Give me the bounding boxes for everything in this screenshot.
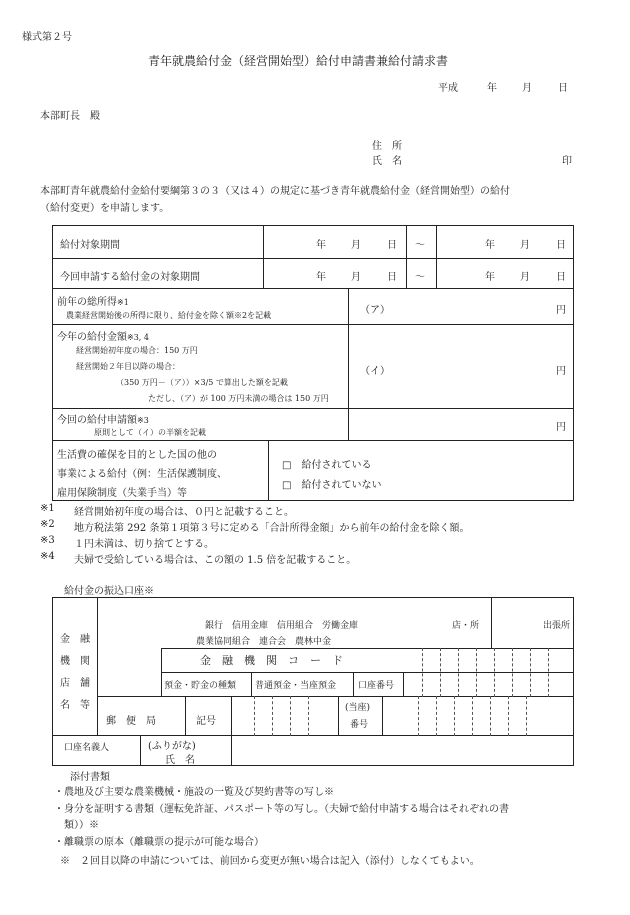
deposit-type-label: 預金・貯金の種類 (164, 681, 237, 691)
date-era: 平成 (438, 83, 458, 94)
date-month: 月 (522, 83, 532, 94)
attachment-item: ・農地及び主要な農業機械・施設の一覧及び契約書等の写し※ (54, 787, 334, 798)
note-text: 経営開始初年度の場合は、０円と記載すること。 (74, 507, 294, 518)
amount-line4: ただし、（ア）が 100 万円未満の場合は 150 万円 (148, 394, 329, 403)
note-mark: ※2 (40, 519, 55, 530)
note-mark: ※3 (40, 535, 55, 546)
amount-yen: 円 (556, 366, 566, 377)
attachment-item: 類））※ (54, 820, 99, 831)
intro-text-line2: （給付変更）を申請します。 (40, 203, 170, 214)
amount-code: （イ） (360, 366, 390, 377)
date-day: 日 (558, 83, 568, 94)
request-yen: 円 (556, 422, 566, 433)
welfare-line1: 生活費の確保を目的とした国の他の (57, 450, 217, 461)
current-start-month: 月 (351, 272, 361, 283)
side-label-2: 機 関 (60, 656, 90, 667)
deposit-type-value: 普通預金・当座預金 (255, 681, 337, 691)
period-end-month: 月 (520, 240, 530, 251)
side-label-4: 名 等 (60, 700, 90, 711)
page-title: 青年就農給付金（経営開始型）給付申請書兼給付請求書 (148, 54, 449, 68)
current-end-month: 月 (520, 272, 530, 283)
current-end-day: 日 (556, 272, 566, 283)
amount-label: 今年の給付金額※3, 4 (57, 332, 149, 343)
bank-types-line1: 銀行 信用金庫 信用組合 労働金庫 (205, 621, 359, 631)
note-mark: ※4 (40, 551, 55, 562)
request-label: 今回の給付申請額※3 (57, 415, 149, 426)
checkbox-not-provided[interactable]: □ 給付されていない (282, 480, 382, 491)
period-end-day: 日 (556, 240, 566, 251)
current-tilde: ～ (415, 272, 425, 283)
date-year: 年 (487, 83, 497, 94)
branch-office: 出張所 (543, 621, 571, 631)
attachment-item: ・身分を証明する書類（運転免許証、パスポート等の写し。（夫婦で給付申請する場合はそれぞれの書 (54, 804, 509, 815)
note-mark: ※1 (40, 503, 55, 514)
account-number-label: 口座番号 (358, 681, 395, 691)
attachments-footnote: ※ ２回目以降の申請については、前回から変更が無い場合は記入（添付）しなくてもよい。 (60, 856, 480, 867)
amount-line2: 経営開始２年目以降の場合： (76, 362, 180, 371)
bank-section-title: 給付金の振込口座※ (64, 586, 154, 597)
period-end-year: 年 (485, 240, 495, 251)
seal-mark: 印 (562, 156, 572, 167)
current-start-day: 日 (387, 272, 397, 283)
income-note: 農業経営開始後の所得に限り、給付金を除く額※2を記載 (66, 311, 272, 320)
number-label: 番号 (350, 720, 369, 730)
amount-line3: （350 万円－（ア））×3/5 で算出した額を記載 (116, 378, 288, 387)
attachment-item: ・離職票の原本（離職票の提示が可能な場合） (54, 837, 264, 848)
symbol-label: 記号 (196, 716, 216, 727)
name-label: 氏 名 (372, 156, 402, 167)
note-text: 夫婦で受給している場合は、この額の 1.5 倍を記載すること。 (74, 555, 357, 566)
request-note: 原則として（イ）の半額を記載 (94, 428, 206, 437)
income-yen: 円 (556, 305, 566, 316)
period-start-year: 年 (316, 240, 326, 251)
note-text: 地方税法第 292 条第１項第３号に定める「合計所得金額」から前年の給付金を除く額。 (74, 523, 470, 534)
period-label: 給付対象期間 (60, 240, 120, 251)
income-label: 前年の総所得※1 (57, 297, 129, 308)
holder-label: 口座名義人 (64, 743, 110, 753)
form-number: 様式第２号 (22, 32, 72, 43)
checkbox-provided[interactable]: □ 給付されている (282, 460, 372, 471)
postal-label: 郵 便 局 (106, 716, 156, 727)
current-start-year: 年 (316, 272, 326, 283)
current-period-label: 今回申請する給付金の対象期間 (60, 272, 200, 283)
amount-line1: 経営開始初年度の場合：150 万円 (76, 346, 198, 355)
bank-code-label: 金 融 機 関 コ ー ド (200, 654, 343, 667)
intro-text-line1: 本部町青年就農給付金給付要綱第３の３（又は４）の規定に基づき青年就農給付金（経営開始型）の給付 (40, 186, 510, 197)
side-label-1: 金 融 (60, 634, 90, 645)
welfare-line2: 事業による給付（例：生活保護制度、 (57, 469, 227, 480)
checking-label: (当座) (345, 703, 371, 713)
side-label-3: 店 舗 (60, 678, 90, 689)
period-start-month: 月 (351, 240, 361, 251)
branch-types: 店・所 (452, 621, 480, 631)
welfare-line3: 雇用保険制度（失業手当）等 (57, 488, 187, 499)
addressee: 本部町長 殿 (40, 111, 100, 122)
attachments-title: 添付書類 (70, 772, 110, 783)
period-start-day: 日 (387, 240, 397, 251)
period-tilde: ～ (415, 240, 425, 251)
address-label: 住 所 (372, 141, 402, 152)
furigana-label: (ふりがな) (148, 741, 196, 752)
bank-types-line2: 農業協同組合 連合会 農林中金 (196, 637, 332, 647)
income-code: （ア） (360, 305, 390, 316)
current-end-year: 年 (485, 272, 495, 283)
holder-name-label: 氏 名 (165, 755, 195, 766)
note-text: １円未満は、切り捨てとする。 (74, 539, 214, 550)
